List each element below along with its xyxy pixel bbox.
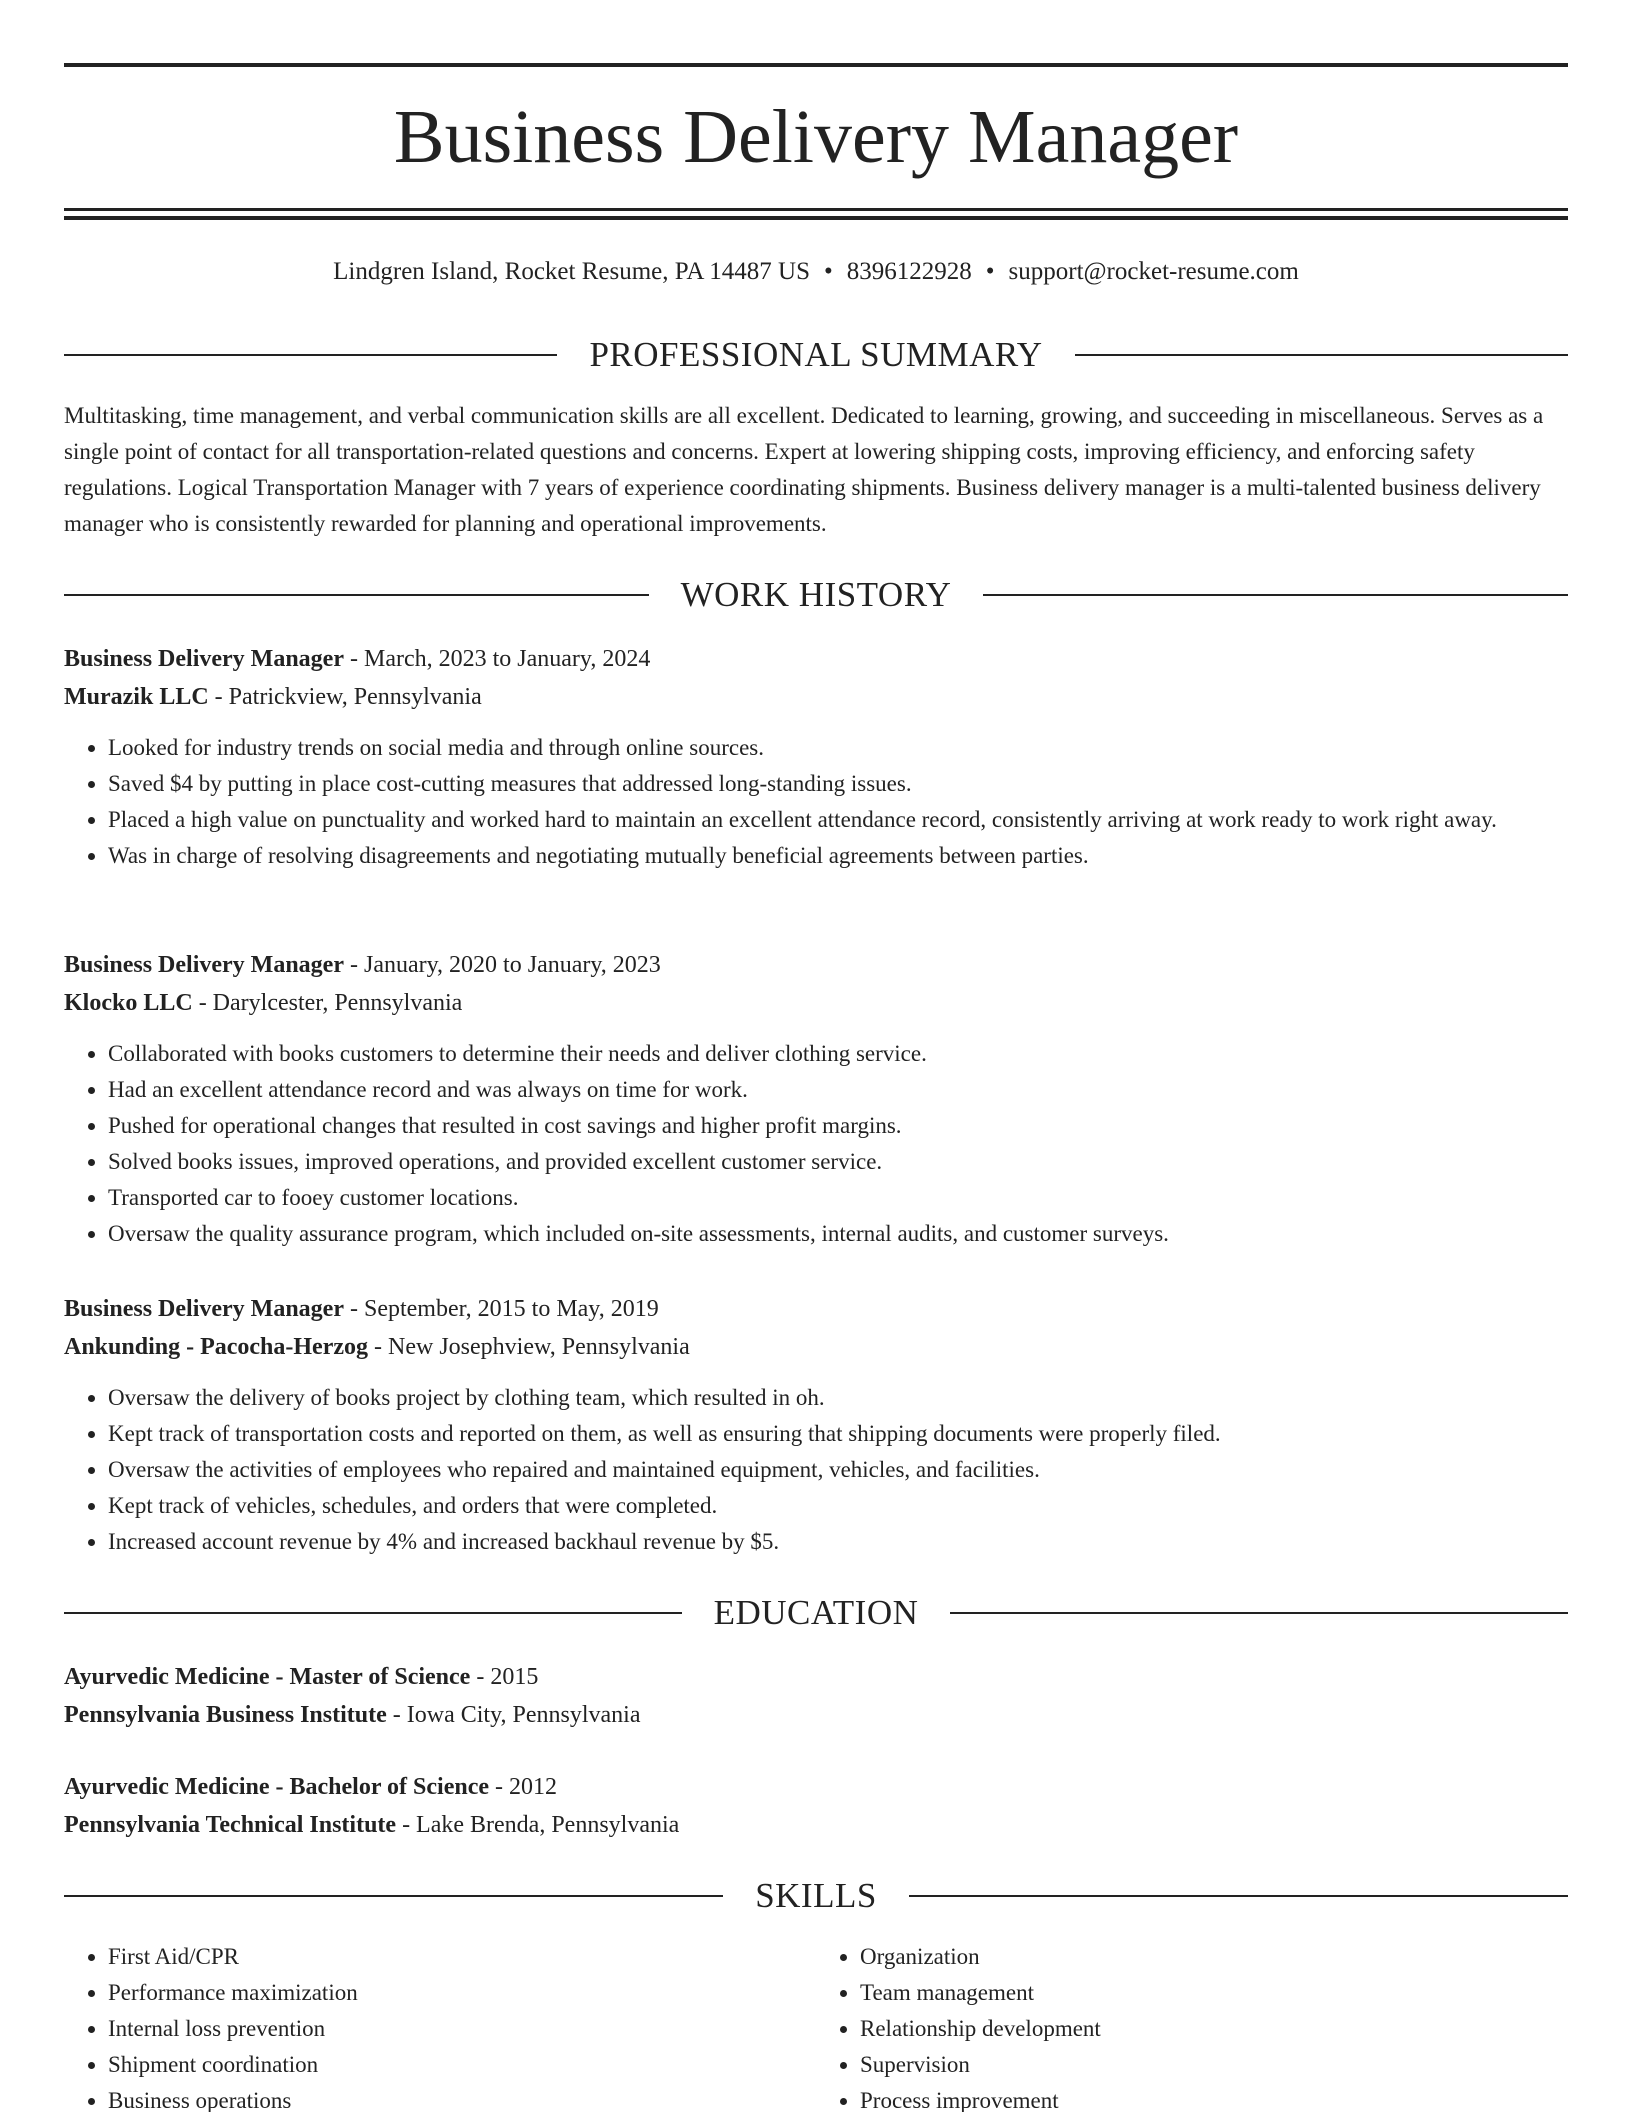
summary-heading-label: PROFESSIONAL SUMMARY bbox=[589, 335, 1043, 374]
job-dates: - January, 2020 to January, 2023 bbox=[343, 952, 661, 978]
skill-item: • Team management bbox=[860, 1975, 1568, 2011]
job-location: - New Josephview, Pennsylvania bbox=[368, 1334, 690, 1360]
job-location: - Darylcester, Pennsylvania bbox=[192, 990, 463, 1016]
job-bullet: • Kept track of vehicles, schedules, and orders that were completed. bbox=[108, 1488, 1568, 1524]
education-heading-label: EDUCATION bbox=[713, 1593, 919, 1632]
school-location: - Iowa City, Pennsylvania bbox=[386, 1702, 641, 1728]
job-dates: - March, 2023 to January, 2024 bbox=[343, 646, 651, 672]
job-bullet: • Saved $4 by putting in place cost-cutting measures that addressed long-standing issues. bbox=[108, 766, 1568, 802]
degree-year: - 2012 bbox=[489, 1774, 558, 1800]
summary-text: Multitasking, time management, and verbal communication skills are all excellent. Dedicated to learning, growing, and succeeding in miscellaneous. Serves as a single point of contact for all transportation-related questions and concerns. Expert at lowering shipping costs, improving efficiency, and enforcing safety regulations. Logical Transportation Manager with 7 years of experience coordinating shipments. Business delivery manager is a multi-talented business delivery manager who is consistently rewarded for planning and operational improvements. bbox=[64, 403, 1544, 536]
job-bullet: • Oversaw the activities of employees who repaired and maintained equipment, vehicles, and facilities. bbox=[108, 1452, 1568, 1488]
job-title-line bbox=[64, 640, 1568, 678]
job-bullets bbox=[64, 1036, 1568, 1252]
job-bullet: • Pushed for operational changes that resulted in cost savings and higher profit margins. bbox=[108, 1108, 1568, 1144]
school-name: Pennsylvania Technical Institute bbox=[64, 1812, 397, 1838]
title-rule-lower bbox=[64, 216, 1568, 220]
heading-rule-left bbox=[64, 1895, 723, 1897]
job-bullet: • Kept track of transportation costs and reported on them, as well as ensuring that shipping documents were properly filed. bbox=[108, 1416, 1568, 1452]
heading-rule-left bbox=[64, 354, 557, 356]
summary-heading bbox=[64, 335, 1568, 375]
school-name: Pennsylvania Business Institute bbox=[64, 1702, 387, 1728]
job-title-line bbox=[64, 946, 1568, 984]
skill-item: • Shipment coordination bbox=[108, 2047, 816, 2083]
school-line bbox=[64, 1806, 1568, 1844]
skill-item: • Business operations bbox=[108, 2083, 816, 2112]
job-bullet: • Was in charge of resolving disagreements and negotiating mutually beneficial agreements between parties. bbox=[108, 838, 1568, 874]
job-location: - Patrickview, Pennsylvania bbox=[208, 684, 482, 710]
job-company-line bbox=[64, 1328, 1568, 1366]
job-title: Business Delivery Manager bbox=[64, 1296, 344, 1322]
job-company-line bbox=[64, 984, 1568, 1022]
title-rule-upper bbox=[64, 208, 1568, 211]
job-bullets bbox=[64, 1380, 1568, 1560]
school-line bbox=[64, 1696, 1568, 1734]
job-dates: - September, 2015 to May, 2019 bbox=[343, 1296, 659, 1322]
education-entry bbox=[64, 1768, 1568, 1844]
job-entry bbox=[64, 946, 1568, 1252]
heading-rule-right bbox=[909, 1895, 1568, 1897]
top-rule bbox=[64, 63, 1568, 67]
skills-list-left bbox=[64, 1939, 816, 2112]
degree-name: Ayurvedic Medicine - Bachelor of Science bbox=[64, 1774, 490, 1800]
skills-heading bbox=[64, 1876, 1568, 1916]
skill-item: • Performance maximization bbox=[108, 1975, 816, 2011]
job-company: Murazik LLC bbox=[64, 684, 209, 710]
contact-phone: 8396122928 bbox=[846, 258, 972, 285]
contact-line bbox=[64, 256, 1568, 288]
job-bullet: • Collaborated with books customers to determine their needs and deliver clothing service. bbox=[108, 1036, 1568, 1072]
summary-block bbox=[64, 398, 1568, 542]
skills-list-right bbox=[816, 1939, 1568, 2112]
job-bullet: • Placed a high value on punctuality and worked hard to maintain an excellent attendance record, consistently arriving at work ready to work right away. bbox=[108, 802, 1568, 838]
degree-line bbox=[64, 1768, 1568, 1806]
education-entry bbox=[64, 1658, 1568, 1734]
job-bullet: • Oversaw the quality assurance program, which included on-site assessments, internal audits, and customer surveys. bbox=[108, 1216, 1568, 1252]
job-bullet: • Increased account revenue by 4% and increased backhaul revenue by $5. bbox=[108, 1524, 1568, 1560]
job-title: Business Delivery Manager bbox=[64, 646, 344, 672]
job-bullet: • Had an excellent attendance record and was always on time for work. bbox=[108, 1072, 1568, 1108]
contact-email: support@rocket-resume.com bbox=[1008, 258, 1299, 285]
degree-year: - 2015 bbox=[470, 1664, 539, 1690]
job-title-line bbox=[64, 1290, 1568, 1328]
skill-item: • Internal loss prevention bbox=[108, 2011, 816, 2047]
job-bullet: • Looked for industry trends on social media and through online sources. bbox=[108, 730, 1568, 766]
skills-heading-label: SKILLS bbox=[755, 1876, 877, 1915]
skill-item: • Supervision bbox=[860, 2047, 1568, 2083]
skills-columns bbox=[64, 1939, 1568, 2112]
school-location: - Lake Brenda, Pennsylvania bbox=[396, 1812, 680, 1838]
job-entry bbox=[64, 640, 1568, 874]
job-company: Klocko LLC bbox=[64, 990, 193, 1016]
work-heading-label: WORK HISTORY bbox=[680, 575, 952, 614]
heading-rule-right bbox=[950, 1612, 1568, 1614]
skill-item: • Organization bbox=[860, 1939, 1568, 1975]
job-bullet: • Oversaw the delivery of books project by clothing team, which resulted in oh. bbox=[108, 1380, 1568, 1416]
degree-name: Ayurvedic Medicine - Master of Science bbox=[64, 1664, 471, 1690]
job-company: Ankunding - Pacocha-Herzog bbox=[64, 1334, 369, 1360]
skill-item: • Process improvement bbox=[860, 2083, 1568, 2112]
contact-separator: • bbox=[824, 258, 833, 285]
job-company-line bbox=[64, 678, 1568, 716]
contact-separator: • bbox=[985, 258, 995, 285]
heading-rule-left bbox=[64, 1612, 682, 1614]
skill-item: • First Aid/CPR bbox=[108, 1939, 816, 1975]
resume-title: Business Delivery Manager bbox=[393, 95, 1239, 179]
heading-rule-left bbox=[64, 594, 649, 596]
education-heading bbox=[64, 1593, 1568, 1633]
work-heading bbox=[64, 575, 1568, 615]
skill-item: • Relationship development bbox=[860, 2011, 1568, 2047]
job-bullets bbox=[64, 730, 1568, 874]
heading-rule-right bbox=[983, 594, 1568, 596]
degree-line bbox=[64, 1658, 1568, 1696]
job-bullet: • Transported car to fooey customer locations. bbox=[108, 1180, 1568, 1216]
job-bullet: • Solved books issues, improved operations, and provided excellent customer service. bbox=[108, 1144, 1568, 1180]
job-title: Business Delivery Manager bbox=[64, 952, 344, 978]
heading-rule-right bbox=[1075, 354, 1568, 356]
job-entry bbox=[64, 1290, 1568, 1560]
contact-address: Lindgren Island, Rocket Resume, PA 14487 US bbox=[333, 258, 810, 285]
